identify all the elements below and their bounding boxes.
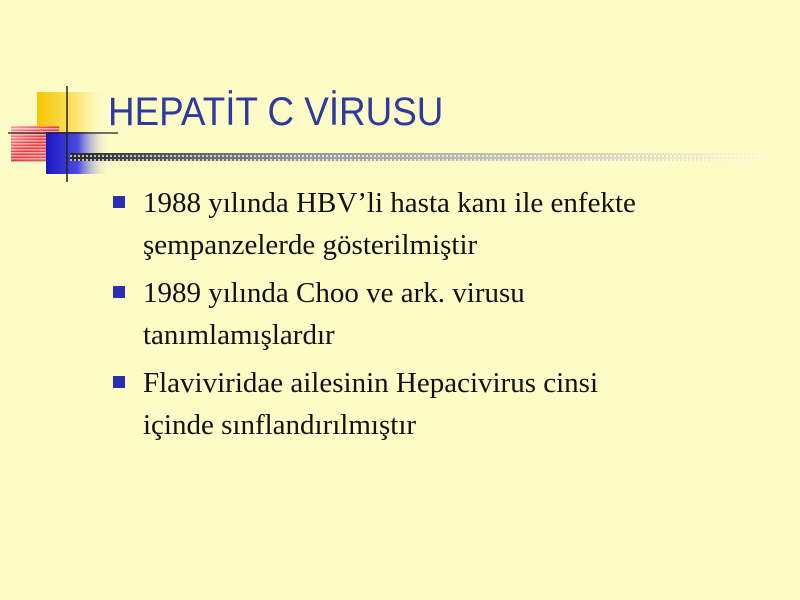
square-bullet-icon bbox=[113, 286, 125, 298]
bullet-line: şempanzelerde gösterilmiştir bbox=[143, 229, 478, 261]
bullet-list bbox=[110, 182, 770, 452]
bullet-line: 1989 yılında Choo ve ark. virusu bbox=[143, 277, 525, 309]
slide-title: HEPATİT C VİRUSU bbox=[108, 90, 444, 134]
decorative-logo-icon bbox=[8, 86, 118, 182]
square-bullet-icon bbox=[113, 196, 125, 208]
bullet-line: tanımlamışlardır bbox=[143, 319, 335, 351]
bullet-line: Flaviviridae ailesinin Hepacivirus cinsi bbox=[143, 367, 599, 399]
bullet-line: içinde sınflandırılmıştır bbox=[143, 409, 417, 441]
bullet-line: 1988 yılında HBV’li hasta kanı ile enfekte bbox=[143, 187, 636, 219]
square-bullet-icon bbox=[113, 376, 125, 388]
list-item bbox=[110, 362, 770, 446]
list-item bbox=[110, 272, 770, 356]
title-underline bbox=[70, 151, 760, 163]
list-item bbox=[110, 182, 770, 266]
